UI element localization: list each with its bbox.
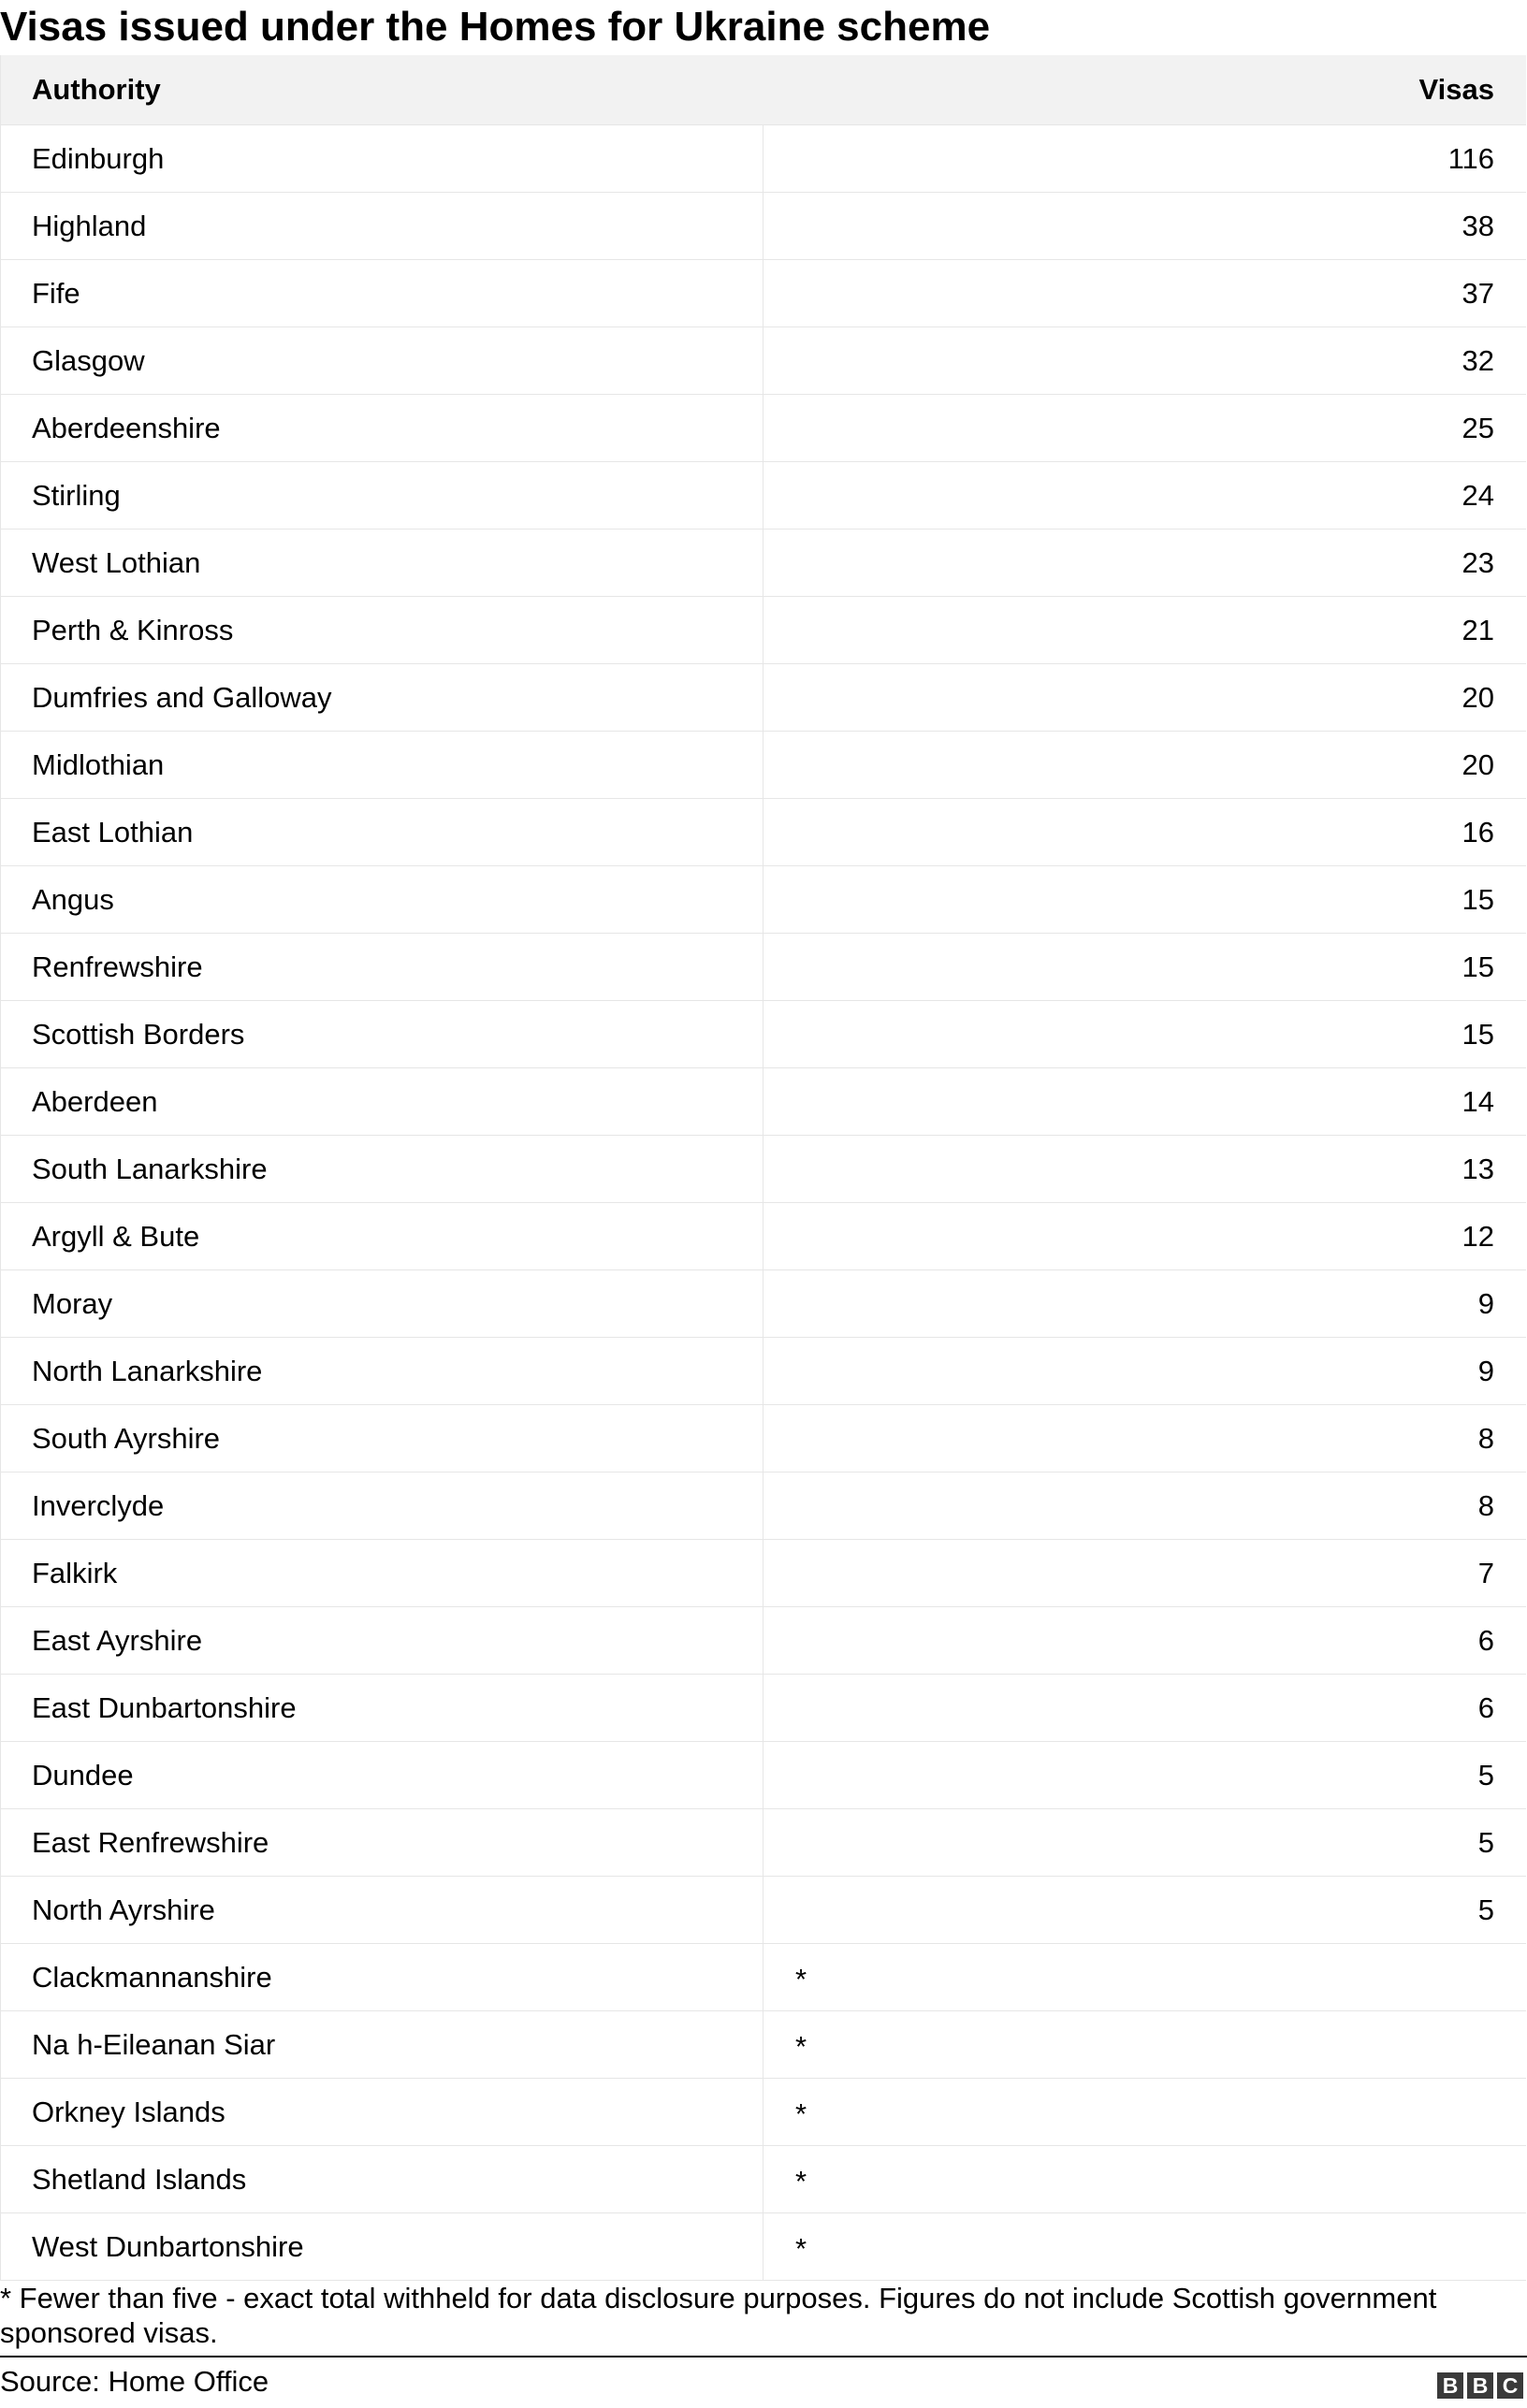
authority-cell: Falkirk (1, 1540, 764, 1606)
page-title: Visas issued under the Homes for Ukraine scheme (0, 4, 991, 50)
authority-cell: Midlothian (1, 732, 764, 798)
table-row (1, 395, 1526, 462)
authority-cell: Angus (1, 866, 764, 933)
authority-cell: West Lothian (1, 529, 764, 596)
visas-cell: 9 (1477, 1286, 1494, 1320)
authority-cell: Perth & Kinross (1, 597, 764, 663)
table-row (1, 1136, 1526, 1203)
table-row (1, 125, 1526, 193)
visas-cell: 20 (1462, 680, 1494, 714)
authority-cell: Edinburgh (1, 125, 764, 192)
authority-cell: Shetland Islands (1, 2146, 764, 2212)
column-header-visas: Visas (1418, 73, 1494, 106)
visas-cell: 12 (1462, 1219, 1494, 1253)
authority-cell: Na h-Eileanan Siar (1, 2011, 764, 2078)
table-row (1, 1675, 1526, 1742)
authority-cell: South Lanarkshire (1, 1136, 764, 1202)
visas-cell: 6 (1477, 1623, 1494, 1657)
visas-cell: 21 (1462, 613, 1494, 646)
authority-cell: Aberdeenshire (1, 395, 764, 461)
table-row (1, 1472, 1526, 1540)
authority-cell: West Dunbartonshire (1, 2213, 764, 2280)
visas-table (0, 55, 1526, 2281)
table-row (1, 2213, 1526, 2281)
visas-cell: * (795, 2097, 807, 2130)
authority-cell: East Ayrshire (1, 1607, 764, 1674)
visas-cell: 20 (1462, 747, 1494, 781)
authority-cell: Aberdeen (1, 1068, 764, 1135)
authority-cell: East Renfrewshire (1, 1809, 764, 1876)
table-row (1, 1607, 1526, 1675)
visas-cell: 8 (1477, 1421, 1494, 1455)
visas-cell: 6 (1477, 1690, 1494, 1724)
visas-cell: 7 (1477, 1556, 1494, 1589)
visas-cell: 37 (1462, 276, 1494, 310)
table-row (1, 664, 1526, 732)
authority-cell: Renfrewshire (1, 934, 764, 1000)
visas-cell: 25 (1462, 411, 1494, 444)
visas-cell: * (795, 2030, 807, 2063)
visas-cell: 38 (1462, 209, 1494, 242)
authority-cell: East Dunbartonshire (1, 1675, 764, 1741)
source-note: Source: Home Office (0, 2365, 269, 2398)
visas-cell: 15 (1462, 1017, 1494, 1051)
table-row (1, 1540, 1526, 1607)
table-row (1, 1068, 1526, 1136)
table-row (1, 1877, 1526, 1944)
authority-cell: Dumfries and Galloway (1, 664, 764, 731)
authority-cell: Clackmannanshire (1, 1944, 764, 2010)
visas-cell: 14 (1462, 1084, 1494, 1118)
table-row (1, 934, 1526, 1001)
visas-cell: 15 (1462, 950, 1494, 983)
table-row (1, 1270, 1526, 1338)
authority-cell: Dundee (1, 1742, 764, 1808)
bbc-logo (1437, 2372, 1523, 2399)
visas-cell: 32 (1462, 343, 1494, 377)
table-row (1, 1809, 1526, 1877)
visas-cell: 16 (1462, 815, 1494, 849)
table-row (1, 866, 1526, 934)
table-row (1, 529, 1526, 597)
authority-cell: North Ayrshire (1, 1877, 764, 1943)
table-header-row (1, 55, 1526, 125)
visas-cell: * (795, 2165, 807, 2198)
table-row (1, 193, 1526, 260)
visas-cell: 24 (1462, 478, 1494, 512)
authority-cell: Fife (1, 260, 764, 326)
table-row (1, 597, 1526, 664)
table-row (1, 2146, 1526, 2213)
authority-cell: Orkney Islands (1, 2079, 764, 2145)
footnote: * Fewer than five - exact total withheld for data disclosure purposes. Figures do not include Scottish government sponsored visas. (0, 2282, 1437, 2349)
visas-cell: 116 (1447, 141, 1494, 175)
table-row (1, 260, 1526, 327)
authority-cell: Glasgow (1, 327, 764, 394)
table-row (1, 1405, 1526, 1472)
visas-cell: 9 (1477, 1354, 1494, 1387)
table-row (1, 462, 1526, 529)
authority-cell: East Lothian (1, 799, 764, 865)
table-row (1, 2011, 1526, 2079)
bbc-logo-letter: B (1467, 2372, 1493, 2399)
visas-cell: 5 (1477, 1758, 1494, 1791)
table-row (1, 1001, 1526, 1068)
visas-cell: 5 (1477, 1825, 1494, 1859)
authority-cell: Stirling (1, 462, 764, 529)
authority-cell: Argyll & Bute (1, 1203, 764, 1269)
visas-cell: * (795, 2232, 807, 2265)
divider (0, 2356, 1527, 2357)
visas-cell: 8 (1477, 1488, 1494, 1522)
bbc-logo-letter: B (1437, 2372, 1463, 2399)
table-row (1, 1338, 1526, 1405)
visas-cell: 23 (1462, 545, 1494, 579)
bbc-logo-letter: C (1497, 2372, 1523, 2399)
column-header-authority: Authority (32, 73, 161, 106)
table-row (1, 1742, 1526, 1809)
authority-cell: Scottish Borders (1, 1001, 764, 1067)
authority-cell: Inverclyde (1, 1472, 764, 1539)
visas-cell: 13 (1462, 1152, 1494, 1185)
authority-cell: North Lanarkshire (1, 1338, 764, 1404)
table-row (1, 799, 1526, 866)
table-row (1, 2079, 1526, 2146)
authority-cell: Moray (1, 1270, 764, 1337)
authority-cell: South Ayrshire (1, 1405, 764, 1472)
table-row (1, 732, 1526, 799)
table-row (1, 327, 1526, 395)
authority-cell: Highland (1, 193, 764, 259)
table-row (1, 1203, 1526, 1270)
visas-cell: 15 (1462, 882, 1494, 916)
visas-cell: 5 (1477, 1893, 1494, 1926)
visas-cell: * (795, 1963, 807, 1995)
table-row (1, 1944, 1526, 2011)
